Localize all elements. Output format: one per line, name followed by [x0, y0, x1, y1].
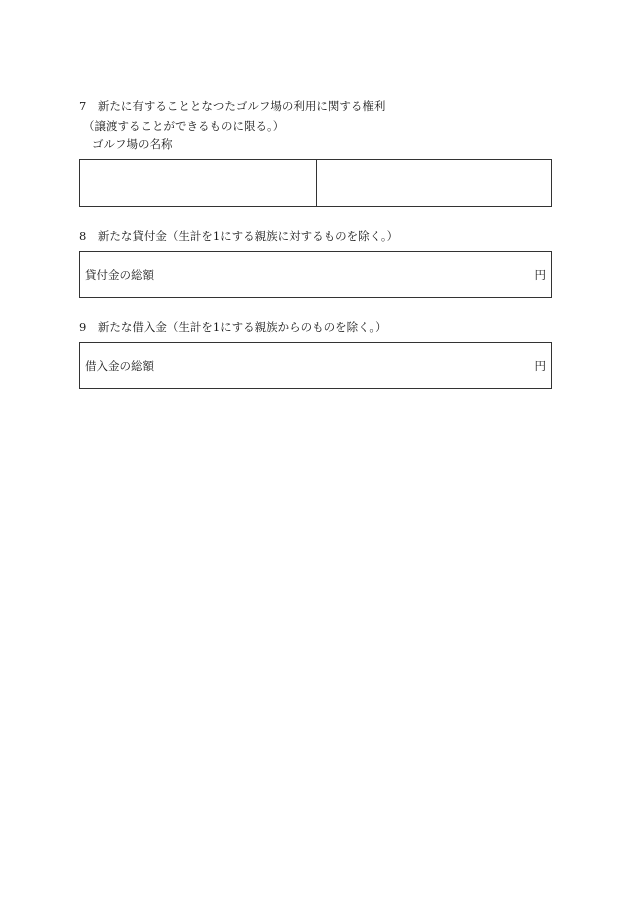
- golf-course-name-table: [79, 159, 552, 207]
- golf-course-name-cell-left[interactable]: [80, 160, 317, 206]
- loan-receivable-yen-unit: 円: [534, 267, 546, 282]
- section-8-heading: 8 新たな貸付金（生計を1にする親族に対するものを除く。）: [79, 229, 399, 243]
- borrowing-total-label: 借入金の総額: [85, 358, 154, 373]
- borrowing-total-field[interactable]: [79, 342, 552, 389]
- loan-receivable-total-label: 貸付金の総額: [85, 267, 154, 282]
- section-7-note: （譲渡することができるものに限る。）: [83, 119, 285, 133]
- borrowing-yen-unit: 円: [534, 358, 546, 373]
- golf-course-name-cell-right[interactable]: [317, 160, 551, 206]
- golf-course-name-label: ゴルフ場の名称: [92, 137, 173, 151]
- section-7-heading: 7 新たに有することとなつたゴルフ場の利用に関する権利: [79, 99, 386, 113]
- loan-receivable-total-field[interactable]: [79, 251, 552, 298]
- section-9-heading: 9 新たな借入金（生計を1にする親族からのものを除く。）: [79, 320, 387, 334]
